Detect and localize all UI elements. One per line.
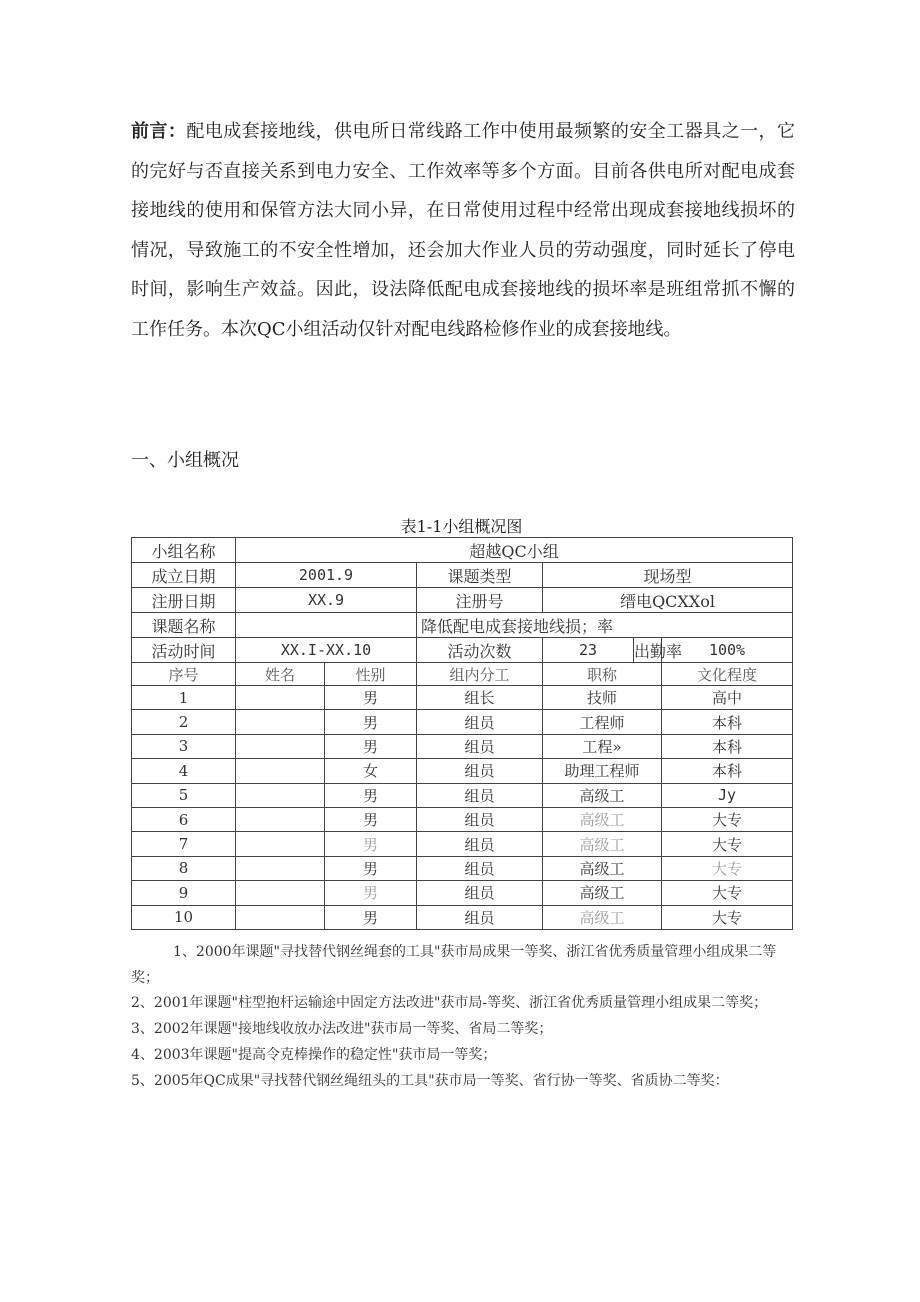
award-item: 3、2002年课题"接地线收放办法改进"获市局一等奖、省局二等奖； bbox=[131, 1021, 553, 1038]
activity-count-label: 活动次数 bbox=[417, 638, 543, 663]
member-role: 组员 bbox=[417, 905, 543, 929]
topic-name-value: 降低配电成套接地线损；率 bbox=[417, 613, 793, 638]
group-overview-table bbox=[131, 537, 793, 930]
member-title: 高级工 bbox=[543, 856, 662, 880]
member-seq: 7 bbox=[132, 832, 236, 856]
member-gender: 男 bbox=[325, 783, 417, 807]
member-seq: 3 bbox=[132, 734, 236, 758]
table-caption: 表1-1小组概况图 bbox=[400, 517, 523, 536]
table-row bbox=[132, 783, 793, 807]
member-header-row bbox=[132, 663, 793, 686]
member-name bbox=[236, 881, 325, 905]
member-title: 高级工 bbox=[543, 783, 662, 807]
header-name: 姓名 bbox=[236, 663, 325, 686]
table-row bbox=[132, 734, 793, 758]
member-role: 组员 bbox=[417, 759, 543, 783]
header-gender: 性别 bbox=[325, 663, 417, 686]
table-row bbox=[132, 881, 793, 905]
section-heading-group-overview: 一、小组概况 bbox=[131, 450, 239, 471]
member-role: 组员 bbox=[417, 832, 543, 856]
activity-time-label: 活动时间 bbox=[132, 638, 236, 663]
member-gender: 男 bbox=[325, 856, 417, 880]
award-item: 4、2003年课题"提高令克棒操作的稳定性"获市局一等奖； bbox=[131, 1046, 497, 1063]
member-gender: 男 bbox=[325, 807, 417, 831]
table-row bbox=[132, 832, 793, 856]
member-seq: 10 bbox=[132, 905, 236, 929]
member-title: 技师 bbox=[543, 686, 662, 710]
reg-no-value: 缙电QCXXol bbox=[543, 588, 793, 613]
award-item: 5、2005年QC成果"寻找替代钢丝绳纽头的工具"获市局一等奖、省行协一等奖、省质协二等奖： bbox=[131, 1072, 729, 1089]
member-gender: 男 bbox=[325, 881, 417, 905]
member-education: 高中 bbox=[662, 686, 793, 710]
member-role: 组员 bbox=[417, 783, 543, 807]
member-role: 组长 bbox=[417, 686, 543, 710]
info-row-registered bbox=[132, 588, 793, 613]
member-seq: 9 bbox=[132, 881, 236, 905]
topic-type-label: 课题类型 bbox=[417, 563, 543, 588]
member-name bbox=[236, 734, 325, 758]
member-role: 组员 bbox=[417, 807, 543, 831]
member-role: 组员 bbox=[417, 856, 543, 880]
table-row bbox=[132, 686, 793, 710]
intro-label: 前言： bbox=[131, 121, 187, 142]
info-row-group-name bbox=[132, 538, 793, 563]
member-name bbox=[236, 686, 325, 710]
header-role: 组内分工 bbox=[417, 663, 543, 686]
attendance-value: 100% bbox=[662, 638, 793, 663]
founded-label: 成立日期 bbox=[132, 563, 236, 588]
member-seq: 5 bbox=[132, 783, 236, 807]
header-seq: 序号 bbox=[132, 663, 236, 686]
intro-text: 配电成套接地线，供电所日常线路工作中使用最频繁的安全工器具之一，它的完好与否直接关系到电力安全、工作效率等多个方面。目前各供电所对配电成套接地线的使用和保管方法大同小异，在日常使用过程中经常出现成套接地线损坏的情况，导致施工的不安全性增加，还会加大作业人员的劳动强度，同时延长了停电时间，影响生产效益。因此，设法降低配电成套接地线的损坏率是班组常抓不懈的工作任务。本次QC小组活动仅针对配电线路检修作业的成套接地线。 bbox=[131, 121, 796, 340]
intro-paragraph bbox=[131, 112, 795, 349]
table-row bbox=[132, 905, 793, 929]
member-title: 高级工 bbox=[543, 832, 662, 856]
member-education: 大专 bbox=[662, 905, 793, 929]
member-education: Jy bbox=[662, 783, 793, 807]
member-education: 大专 bbox=[662, 807, 793, 831]
table-row bbox=[132, 759, 793, 783]
member-seq: 2 bbox=[132, 710, 236, 734]
info-row-topic-name bbox=[132, 613, 793, 638]
member-seq: 4 bbox=[132, 759, 236, 783]
member-gender: 男 bbox=[325, 832, 417, 856]
attendance-label: 出勤率 bbox=[634, 638, 662, 663]
founded-value: 2001.9 bbox=[236, 563, 417, 588]
member-title: 工程师 bbox=[543, 710, 662, 734]
member-education: 本科 bbox=[662, 710, 793, 734]
member-name bbox=[236, 905, 325, 929]
awards-list bbox=[131, 940, 795, 1094]
reg-no-label: 注册号 bbox=[417, 588, 543, 613]
info-row-activity bbox=[132, 638, 793, 663]
member-gender: 男 bbox=[325, 734, 417, 758]
member-name bbox=[236, 783, 325, 807]
member-gender: 女 bbox=[325, 759, 417, 783]
member-title: 助理工程师 bbox=[543, 759, 662, 783]
member-role: 组员 bbox=[417, 734, 543, 758]
activity-time-value: XX.I-XX.10 bbox=[236, 638, 417, 663]
award-item: 2、2001年课题"柱型抱杆运输途中固定方法改进"获市局-等奖、浙江省优秀质量管理小组成果二等奖； bbox=[131, 995, 768, 1012]
member-gender: 男 bbox=[325, 686, 417, 710]
member-education: 本科 bbox=[662, 734, 793, 758]
member-seq: 1 bbox=[132, 686, 236, 710]
member-role: 组员 bbox=[417, 881, 543, 905]
member-name bbox=[236, 759, 325, 783]
member-education: 大专 bbox=[662, 832, 793, 856]
member-seq: 8 bbox=[132, 856, 236, 880]
member-education: 大专 bbox=[662, 856, 793, 880]
group-name-value: 超越QC小组 bbox=[236, 538, 793, 563]
member-education: 本科 bbox=[662, 759, 793, 783]
member-title: 高级工 bbox=[543, 807, 662, 831]
member-title: 高级工 bbox=[543, 881, 662, 905]
topic-type-value: 现场型 bbox=[543, 563, 793, 588]
topic-name-label: 课题名称 bbox=[132, 613, 236, 638]
header-title: 职称 bbox=[543, 663, 662, 686]
member-title: 工程» bbox=[543, 734, 662, 758]
registered-value: XX.9 bbox=[236, 588, 417, 613]
member-title: 高级工 bbox=[543, 905, 662, 929]
member-name bbox=[236, 856, 325, 880]
member-seq: 6 bbox=[132, 807, 236, 831]
member-role: 组员 bbox=[417, 710, 543, 734]
member-name bbox=[236, 807, 325, 831]
table-row bbox=[132, 710, 793, 734]
member-gender: 男 bbox=[325, 710, 417, 734]
member-gender: 男 bbox=[325, 905, 417, 929]
member-name bbox=[236, 710, 325, 734]
member-education: 大专 bbox=[662, 881, 793, 905]
award-item: 1、2000年课题"寻找替代钢丝绳套的工具"获市局成果一等奖、浙江省优秀质量管理小组成果二等奖； bbox=[131, 944, 777, 986]
activity-count-value: 23 bbox=[543, 638, 634, 663]
table-row bbox=[132, 807, 793, 831]
group-name-label: 小组名称 bbox=[132, 538, 236, 563]
member-name bbox=[236, 832, 325, 856]
topic-name-blank bbox=[236, 613, 417, 638]
info-row-founded bbox=[132, 563, 793, 588]
table-row bbox=[132, 856, 793, 880]
header-education: 文化程度 bbox=[662, 663, 793, 686]
registered-label: 注册日期 bbox=[132, 588, 236, 613]
